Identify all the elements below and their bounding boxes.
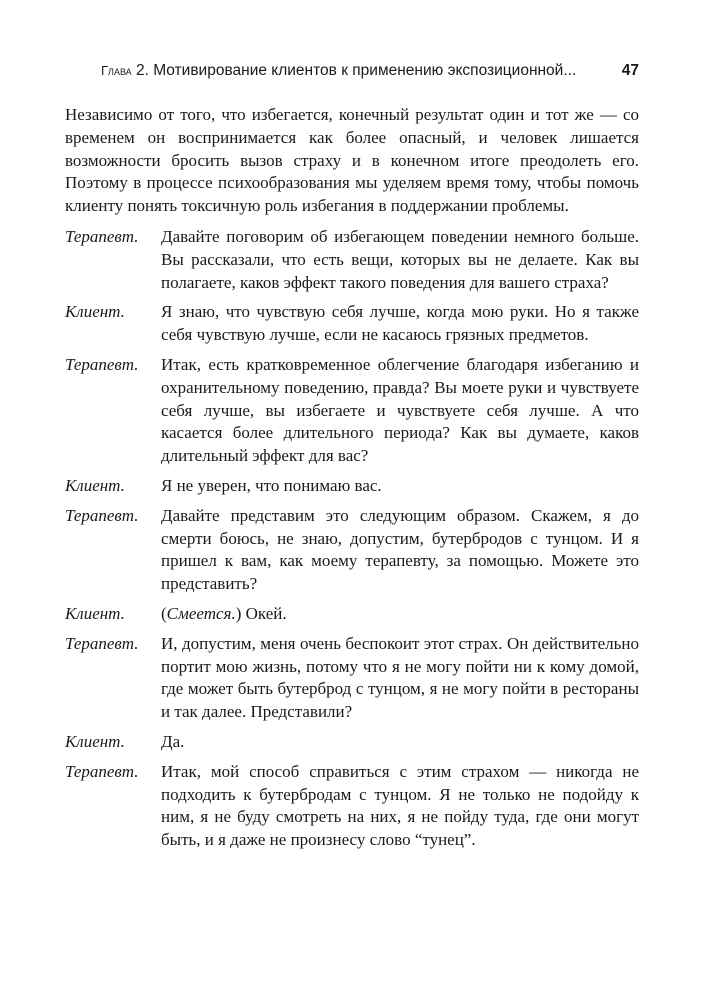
- body-text: [65, 104, 639, 852]
- speech-text: Я знаю, что чувствую себя лучше, когда мою руки. Но я также себя чувствую лучше, если не касаюсь грязных предметов.: [161, 302, 639, 345]
- intro-paragraph: Независимо от того, что избегается, конечный результат один и тот же — со временем он воспринимается как более опасный, и человек лишается возможности бросить вызов страху и в конечном итоге преодолеть его. Поэтому в процессе психообразования мы уделяем время тому, чтобы помочь клиенту понять токсичную роль избегания в поддержании проблемы.: [65, 105, 639, 216]
- speaker-label: Клиент.: [65, 603, 125, 623]
- speaker-label: Терапевт.: [65, 761, 139, 781]
- running-header: [65, 62, 639, 84]
- dialogue-turn: [65, 633, 639, 724]
- dialogue-turn: [65, 505, 639, 596]
- stage-direction: Смеется.: [166, 603, 236, 623]
- speech-text-after: ) Окей.: [235, 603, 287, 623]
- page-number: 47: [621, 62, 639, 79]
- speaker-label: Клиент.: [65, 731, 125, 751]
- dialogue-turn: [65, 761, 639, 852]
- speech-text: Итак, есть кратковременное облегчение благодаря избеганию и охранительному поведению, правда? Вы моете руки и чувствуете себя лучше, вы избегаете и чувствуете себя лучше. А что касается более длительного периода? Как вы думаете, каков длительный эффект для вас?: [161, 354, 639, 466]
- speaker-label: Терапевт.: [65, 354, 139, 374]
- speech-text: [161, 603, 639, 626]
- speech-text: Я не уверен, что понимаю вас.: [161, 475, 382, 495]
- speech-text: Давайте представим это следующим образом. Скажем, я до смерти боюсь, не знаю, допустим, бутербродов с тунцом. И я пришел к вам, как моему терапевту, за помощью. Можете это представить?: [161, 505, 639, 594]
- dialogue-turn: [65, 354, 639, 468]
- speech-text: Давайте поговорим об избегающем поведении немного больше. Вы рассказали, что есть вещи, которых вы не делаете. Как вы полагаете, каков эффект такого поведения для вашего страха?: [161, 226, 639, 292]
- chapter-title-text: 2. Мотивирование клиентов к применению экспозиционной...: [131, 62, 577, 79]
- speech-text: Да.: [161, 731, 185, 751]
- dialogue-turn: [65, 475, 639, 498]
- speaker-label: Клиент.: [65, 475, 125, 495]
- speech-text: Итак, мой способ справиться с этим страхом — никогда не подходить к бутербродам с тунцом. Я не только не подойду к ним, я не буду смотреть на них, я не пойду туда, где они могут быть, и я даже не произнесу слово “тунец”.: [161, 761, 639, 850]
- speaker-label: Терапевт.: [65, 633, 139, 653]
- speaker-label: Терапевт.: [65, 505, 139, 525]
- speech-text-before: (: [161, 603, 167, 623]
- speech-text: И, допустим, меня очень беспокоит этот страх. Он действительно портит мою жизнь, потому что я не могу пойти ни к кому домой, где может быть бутерброд с тунцом, я не могу пойти в рестораны и так далее. Представили?: [161, 633, 639, 722]
- dialogue: [65, 226, 639, 852]
- speaker-label: Клиент.: [65, 302, 125, 322]
- chapter-prefix: Глава: [101, 63, 132, 78]
- dialogue-turn: [65, 603, 639, 626]
- speaker-label: Терапевт.: [65, 226, 139, 246]
- dialogue-turn: [65, 301, 639, 347]
- dialogue-turn: [65, 226, 639, 294]
- chapter-title: [101, 62, 576, 80]
- dialogue-turn: [65, 731, 639, 754]
